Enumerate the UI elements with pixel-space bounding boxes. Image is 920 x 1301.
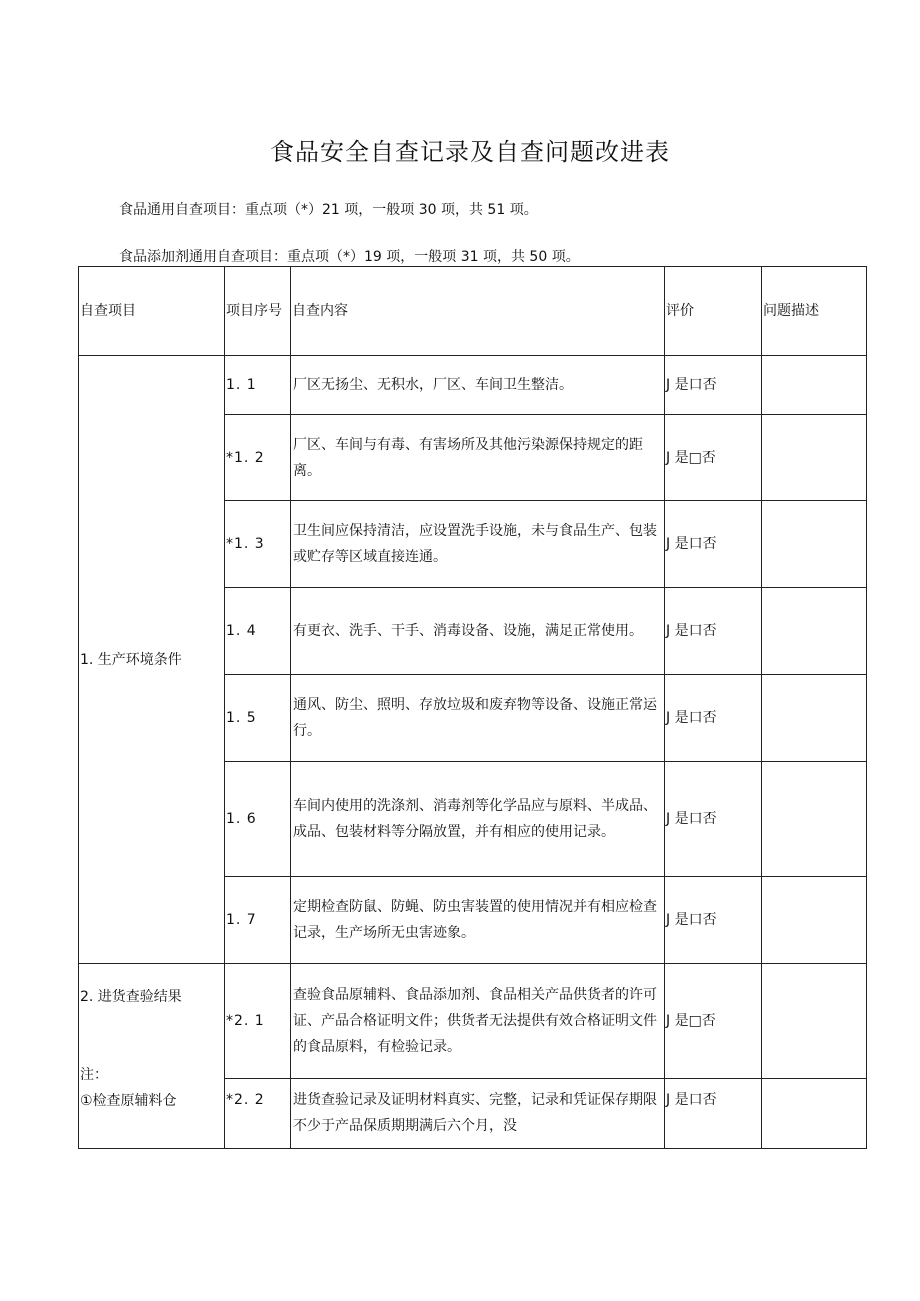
content-cell: 卫生间应保持清洁，应设置洗手设施，未与食品生产、包装或贮存等区域直接连通。 [291,501,665,588]
issue-cell[interactable] [762,964,867,1079]
evaluation-cell: J 是口否 [665,1079,762,1149]
content-cell: 查验食品原辅料、食品添加剂、食品相关产品供货者的许可证、产品合格证明文件；供货者无法提供有效合格证明文件的食品原料，有检验记录。 [291,964,665,1079]
issue-cell[interactable] [762,356,867,415]
evaluation-cell: J 是□否 [665,415,762,501]
food-summary: 食品通用自查项目：重点项（*）21 项，一般项 30 项，共 51 项。 [119,202,538,218]
table-row [79,964,867,1079]
category-label: 2. 进货查验结果 [80,989,182,1005]
content-cell: 定期检查防鼠、防蝇、防虫害装置的使用情况并有相应检查记录，生产场所无虫害迹象。 [291,877,665,964]
category-label: 1. 生产环境条件 [80,651,182,668]
evaluation-cell: J 是□否 [665,964,762,1079]
header-content: 自查内容 [291,267,665,356]
category-note-item: ①检查原辅料仓 [80,1093,177,1109]
evaluation-cell: J 是口否 [665,356,762,415]
table-header-row [79,267,867,356]
content-cell: 厂区、车间与有毒、有害场所及其他污染源保持规定的距离。 [291,415,665,501]
content-cell: 通风、防尘、照明、存放垃圾和废弃物等设备、设施正常运行。 [291,675,665,762]
table-row [79,356,867,415]
seq-cell: *2. 1 [225,964,291,1079]
issue-cell[interactable] [762,1079,867,1149]
issue-cell[interactable] [762,415,867,501]
self-check-table [78,266,867,1149]
content-cell: 进货查验记录及证明材料真实、完整，记录和凭证保存期限不少于产品保质期期满后六个月，没 [291,1079,665,1149]
page-title: 食品安全自查记录及自查问题改进表 [270,138,670,166]
header-issue: 问题描述 [762,267,867,356]
category-note: 注： [80,1067,108,1083]
seq-cell: *2. 2 [225,1079,291,1149]
seq-cell: *1. 3 [225,501,291,588]
evaluation-cell: J 是口否 [665,501,762,588]
issue-cell[interactable] [762,675,867,762]
category-cell [79,356,225,964]
content-cell: 厂区无扬尘、无积水，厂区、车间卫生整洁。 [291,356,665,415]
evaluation-cell: J 是口否 [665,762,762,877]
evaluation-cell: J 是口否 [665,588,762,675]
evaluation-cell: J 是口否 [665,675,762,762]
seq-cell: 1. 1 [225,356,291,415]
seq-cell: 1. 6 [225,762,291,877]
header-category: 自查项目 [79,267,225,356]
issue-cell[interactable] [762,501,867,588]
header-seq: 项目序号 [225,267,291,356]
seq-cell: 1. 7 [225,877,291,964]
seq-cell: *1. 2 [225,415,291,501]
content-cell: 车间内使用的洗涤剂、消毒剂等化学品应与原料、半成品、成品、包装材料等分隔放置，并有相应的使用记录。 [291,762,665,877]
additive-summary: 食品添加剂通用自查项目：重点项（*）19 项，一般项 31 项，共 50 项。 [119,249,580,265]
issue-cell[interactable] [762,762,867,877]
content-cell: 有更衣、洗手、干手、消毒设备、设施，满足正常使用。 [291,588,665,675]
category-cell [79,964,225,1149]
seq-cell: 1. 5 [225,675,291,762]
issue-cell[interactable] [762,588,867,675]
evaluation-cell: J 是口否 [665,877,762,964]
seq-cell: 1. 4 [225,588,291,675]
header-evaluation: 评价 [665,267,762,356]
issue-cell[interactable] [762,877,867,964]
